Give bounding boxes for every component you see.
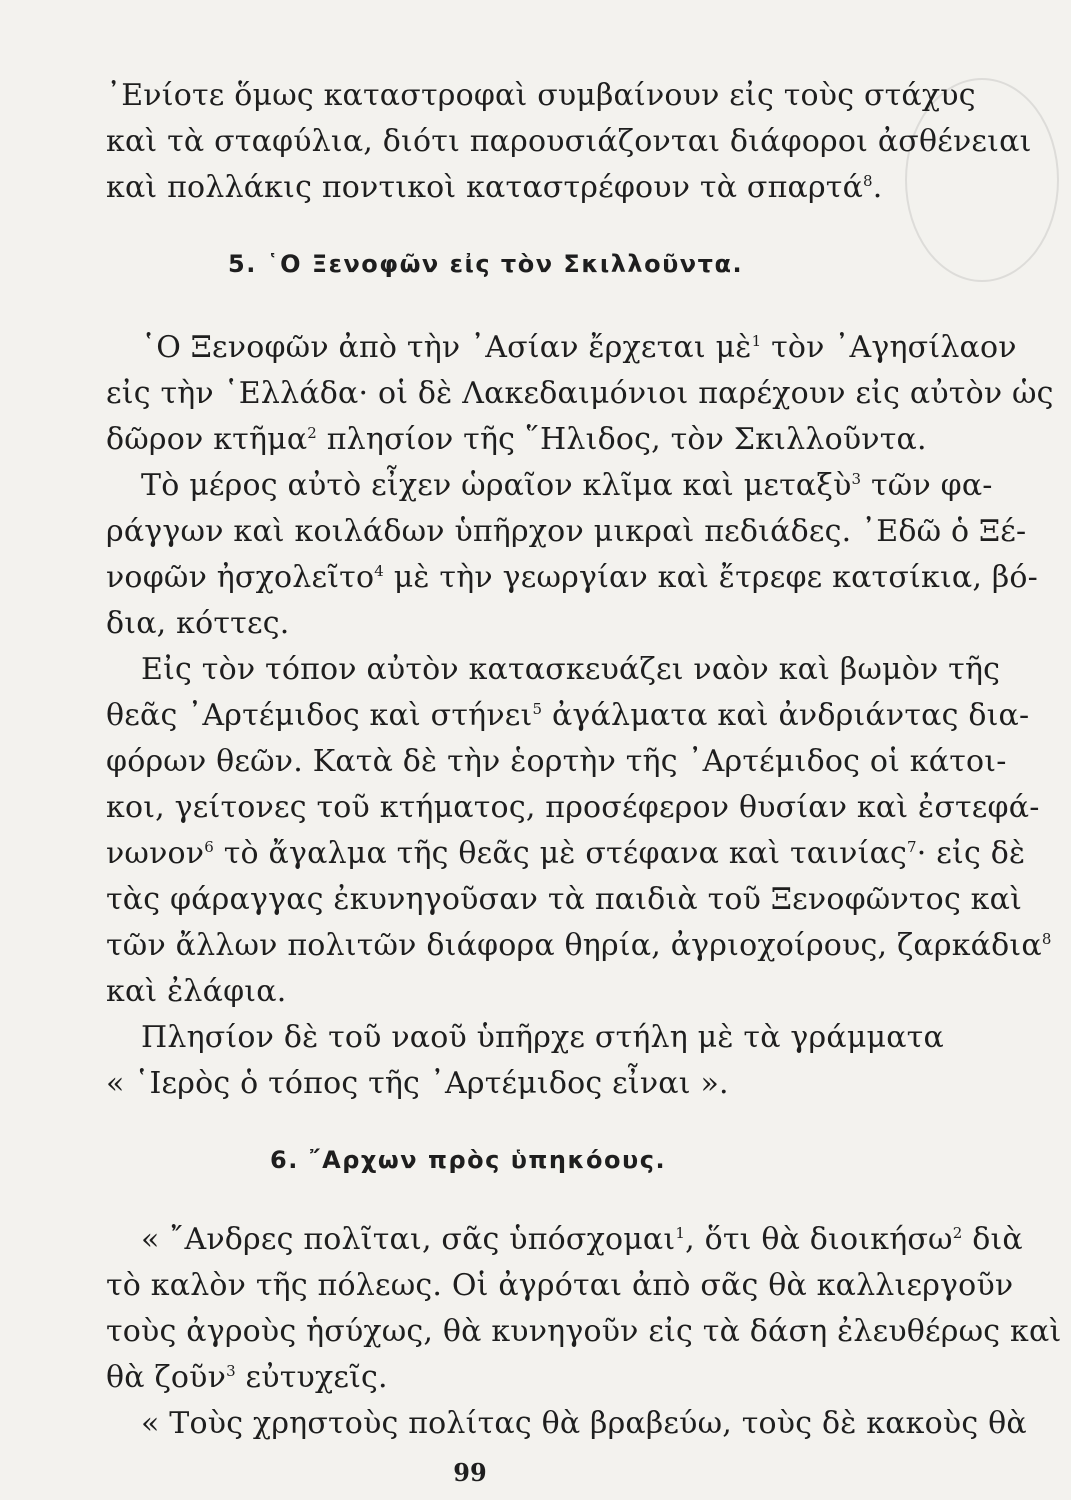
text-span: « Τοὺς χρηστοὺς πολίτας θὰ βραβεύω, τοὺς δὲ κακοὺς θὰ	[141, 1406, 1027, 1441]
text-line	[141, 1020, 944, 1056]
text-line	[106, 514, 1027, 550]
text-span: νοφῶν ἠσχολεῖτο	[106, 560, 375, 595]
text-line	[141, 468, 993, 504]
text-span: πλησίον τῆς ῞Ηλιδος, τὸν Σκιλλοῦντα.	[317, 422, 927, 457]
footnote-marker: 6	[204, 838, 214, 856]
text-span: ᾽Ενίοτε ὅμως καταστροφαὶ συμβαίνουν εἰς τοὺς στάχυς	[106, 78, 976, 113]
text-line	[106, 606, 289, 642]
footnote-marker: 1	[675, 1224, 686, 1242]
text-line	[106, 376, 1054, 412]
text-span: · εἰς δὲ	[916, 836, 1026, 871]
text-span: .	[872, 170, 883, 205]
text-span: Πλησίον δὲ τοῦ ναοῦ ὑπῆρχε στήλη μὲ τὰ γράμματα	[141, 1020, 944, 1055]
text-line	[106, 124, 1032, 160]
text-line	[106, 744, 1007, 780]
text-line	[106, 78, 976, 114]
text-line	[106, 698, 1030, 734]
footnote-marker: 8	[1041, 930, 1052, 948]
text-line	[141, 1222, 1023, 1258]
text-span: μὲ τὴν γεωργίαν καὶ ἔτρεφε κατσίκια, βό-	[383, 560, 1038, 595]
text-line	[106, 1268, 1014, 1304]
text-line	[106, 974, 286, 1010]
footnote-marker: 7	[907, 838, 917, 856]
footnote-marker: 2	[952, 1224, 963, 1242]
text-span: τὸν ᾽Αγησίλαον	[761, 330, 1017, 365]
footnote-marker: 1	[751, 332, 762, 350]
text-span: ἀγάλματα καὶ ἀνδριάντας δια-	[542, 698, 1030, 733]
section-heading: 6. ῎Αρχων πρὸς ὑπηκόους.	[270, 1146, 667, 1174]
footnote-marker: 5	[532, 700, 543, 718]
footnote-marker: 2	[307, 424, 318, 442]
text-line	[141, 652, 1001, 688]
text-span: νωνον	[106, 836, 205, 871]
text-span: Εἰς τὸν τόπον αὐτὸν κατασκευάζει ναὸν καὶ βωμὸν τῆς	[141, 652, 1001, 687]
text-span: διὰ	[962, 1222, 1023, 1257]
footnote-marker: 8	[863, 172, 873, 190]
text-span: καὶ πολλάκις ποντικοὶ καταστρέφουν τὰ σπαρτά	[106, 170, 864, 205]
footnote-marker: 3	[226, 1362, 236, 1380]
text-span: κοι, γείτονες τοῦ κτήματος, προσέφερον θυσίαν καὶ ἐστεφά-	[106, 790, 1040, 825]
text-line	[106, 422, 927, 458]
text-span: δῶρον κτῆμα	[106, 422, 308, 457]
page-number: 99	[453, 1458, 487, 1487]
text-span: δια, κόττες.	[106, 606, 290, 641]
text-span: εἰς τὴν ῾Ελλάδα· οἱ δὲ Λακεδαιμόνιοι παρέχουν εἰς αὐτὸν ὡς	[106, 376, 1054, 411]
text-span: , ὅτι θὰ διοικήσω	[685, 1222, 953, 1257]
text-line	[106, 928, 1052, 964]
footnote-marker: 4	[374, 562, 384, 580]
text-span: « ῾Ιερὸς ὁ τόπος τῆς ᾽Αρτέμιδος εἶναι ».	[106, 1066, 729, 1101]
text-span: τὸ ἄγαλμα τῆς θεᾶς μὲ στέφανα καὶ ταινίας	[214, 836, 908, 871]
text-line	[106, 882, 1023, 918]
text-line	[106, 1066, 729, 1102]
text-span: ράγγων καὶ κοιλάδων ὑπῆρχον μικραὶ πεδιάδες. ᾽Εδῶ ὁ Ξέ-	[106, 514, 1027, 549]
text-line	[141, 330, 1017, 366]
text-span: τῶν φα-	[861, 468, 993, 503]
text-span: Τὸ μέρος αὐτὸ εἶχεν ὡραῖον κλῖμα καὶ μεταξὺ	[141, 468, 852, 503]
text-span: τῶν ἄλλων πολιτῶν διάφορα θηρία, ἀγριοχοίρους, ζαρκάδια	[106, 928, 1042, 963]
text-line	[106, 836, 1026, 872]
text-line	[106, 790, 1040, 826]
text-span: ῾Ο Ξενοφῶν ἀπὸ τὴν ᾽Ασίαν ἔρχεται μὲ	[141, 330, 752, 365]
footnote-marker: 3	[851, 470, 862, 488]
text-span: τὸ καλὸν τῆς πόλεως. Οἱ ἀγρόται ἀπὸ σᾶς θὰ καλλιεργοῦν	[106, 1268, 1014, 1303]
section-heading: 5. ῾Ο Ξενοφῶν εἰς τὸν Σκιλλοῦντα.	[228, 250, 744, 278]
text-line	[106, 170, 883, 206]
text-span: θεᾶς ᾽Αρτέμιδος καὶ στήνει	[106, 698, 533, 733]
text-span: καὶ τὰ σταφύλια, διότι παρουσιάζονται διάφοροι ἀσθένειαι	[106, 124, 1032, 159]
text-span: καὶ ἐλάφια.	[106, 974, 287, 1009]
text-line	[141, 1406, 1027, 1442]
text-span: εὐτυχεῖς.	[235, 1360, 388, 1395]
text-line	[106, 560, 1038, 596]
text-span: « ῎Ανδρες πολῖται, σᾶς ὑπόσχομαι	[141, 1222, 676, 1257]
text-span: φόρων θεῶν. Κατὰ δὲ τὴν ἑορτὴν τῆς ᾽Αρτέμιδος οἱ κάτοι-	[106, 744, 1007, 779]
text-span: θὰ ζοῦν	[106, 1360, 227, 1395]
text-span: τοὺς ἀγροὺς ἡσύχως, θὰ κυνηγοῦν εἰς τὰ δάση ἐλευθέρως καὶ	[106, 1314, 1062, 1349]
text-line	[106, 1314, 1062, 1350]
text-span: τὰς φάραγγας ἐκυνηγοῦσαν τὰ παιδιὰ τοῦ Ξενοφῶντος καὶ	[106, 882, 1023, 917]
text-line	[106, 1360, 388, 1396]
